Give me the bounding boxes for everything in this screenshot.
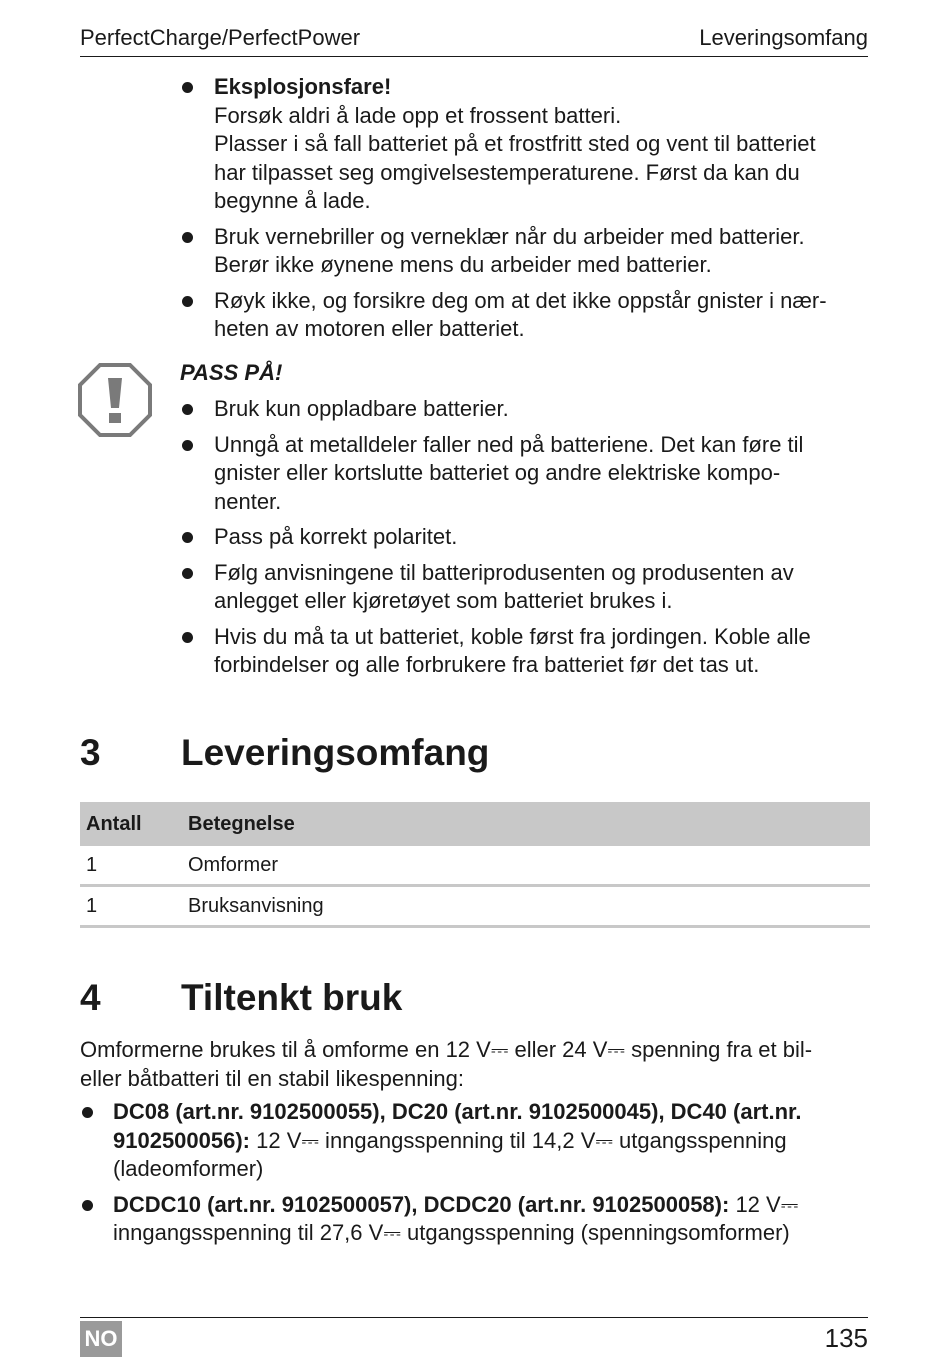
list-item [180, 395, 870, 424]
list-item [180, 623, 870, 680]
list-item-line: Berør ikke øynene mens du arbeider med batterier. [214, 252, 712, 277]
list-item [180, 287, 870, 344]
bullet-icon [182, 296, 193, 307]
table-cell: Bruksanvisning [188, 886, 870, 927]
list-item-line: har tilpasset seg omgivelsestemperaturene. Først da kan du [214, 159, 800, 185]
list-item-line: Hvis du må ta ut batteriet, koble først fra jordingen. Koble alle [214, 623, 811, 649]
intro-paragraph [80, 1036, 880, 1093]
list-item [180, 223, 870, 280]
section-number: 4 [80, 977, 101, 1018]
section-title: Leveringsomfang [181, 732, 490, 773]
list-item [180, 431, 870, 517]
list-item [80, 1098, 880, 1184]
header-chapter: Leveringsomfang [699, 25, 868, 50]
bullet-icon [182, 82, 193, 93]
list-item-bold: 9102500056): [113, 1127, 251, 1153]
table-cell: Omformer [188, 846, 870, 886]
list-item-line: Unngå at metalldeler faller ned på batteriene. Det kan føre til [214, 431, 804, 457]
caution-title: PASS PÅ! [180, 360, 283, 385]
bullet-icon [82, 1107, 93, 1118]
list-item-line: Pass på korrekt polaritet. [214, 524, 458, 549]
page-header [80, 24, 868, 57]
bullet-icon [182, 532, 193, 543]
list-item-text: 12 V⎓ inngangsspenning til 14,2 V⎓ utgangsspenning [250, 1127, 787, 1153]
table-cell: 1 [80, 846, 188, 886]
table-cell: 1 [80, 886, 188, 927]
list-item-line: heten av motoren eller batteriet. [214, 316, 525, 341]
bullet-icon [182, 232, 193, 243]
header-product: PerfectCharge/PerfectPower [80, 25, 361, 50]
list-item-line: DC08 (art.nr. 9102500055), DC20 (art.nr. 9102500045), DC40 (art.nr. [113, 1099, 802, 1124]
table-header-row [80, 802, 870, 846]
language-badge: NO [80, 1321, 122, 1357]
warning-heading: Eksplosjonsfare! [214, 74, 392, 99]
bullet-icon [182, 568, 193, 579]
section-number: 3 [80, 732, 101, 773]
exclamation-octagon-icon [78, 363, 152, 437]
bullet-icon [82, 1200, 93, 1211]
list-item-line: forbindelser og alle forbrukere fra batteriet før det tas ut. [214, 652, 760, 677]
list-item-line: Forsøk aldri å lade opp et frossent batteri. [214, 102, 622, 128]
footer-divider [80, 1317, 868, 1318]
list-item [180, 559, 870, 616]
list-item-line: gnister eller kortslutte batteriet og andre elektriske kompo- [214, 460, 781, 485]
paragraph-line: eller båtbatteri til en stabil likespenning: [80, 1065, 465, 1091]
list-item-text: 12 V⎓ [729, 1191, 799, 1217]
column-header: Antall [80, 802, 188, 846]
caution-list [180, 395, 870, 687]
bullet-icon [182, 440, 193, 451]
list-item [180, 523, 870, 552]
list-item-line: Plasser i så fall batteriet på et frostfritt sted og vent til batteriet [214, 131, 816, 156]
list-item [180, 73, 870, 216]
list-item-line: Røyk ikke, og forsikre deg om at det ikke oppstår gnister i nær- [214, 287, 827, 313]
list-item-bold: DCDC10 (art.nr. 9102500057), DCDC20 (art.nr. 9102500058): [113, 1191, 730, 1217]
table-row [80, 846, 870, 886]
list-item-line: anlegget eller kjøretøyet som batteriet brukes i. [214, 588, 673, 613]
delivery-table [80, 802, 870, 928]
list-item-line: begynne å lade. [214, 188, 371, 213]
paragraph-line: Omformerne brukes til å omforme en 12 V⎓ eller 24 V⎓ spenning fra et bil- [80, 1037, 813, 1062]
list-item-line: nenter. [214, 488, 282, 514]
bullet-icon [182, 632, 193, 643]
bullet-icon [182, 404, 193, 415]
list-item-line: Bruk kun oppladbare batterier. [214, 396, 509, 421]
section-title: Tiltenkt bruk [181, 977, 403, 1018]
column-header: Betegnelse [188, 802, 870, 846]
warning-list [180, 73, 870, 351]
model-list [80, 1098, 880, 1255]
page-number: 135 [824, 1323, 868, 1353]
list-item-line: Bruk vernebriller og verneklær når du arbeider med batterier. [214, 223, 805, 249]
table-row [80, 886, 870, 927]
list-item-line: inngangsspenning til 27,6 V⎓ utgangsspenning (spenningsomformer) [113, 1220, 790, 1245]
list-item-line: (ladeomformer) [113, 1156, 264, 1181]
list-item-line: Følg anvisningene til batteriprodusenten og produsenten av [214, 559, 794, 585]
list-item [80, 1191, 880, 1248]
